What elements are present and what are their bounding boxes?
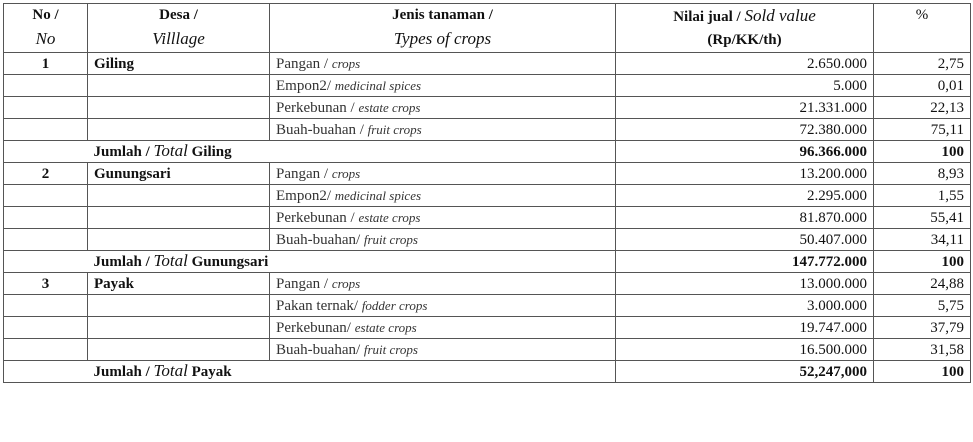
total-label (88, 361, 616, 383)
table-body (4, 53, 971, 383)
village-name-cell: Payak (88, 273, 270, 295)
sold-value-cell: 81.870.000 (616, 207, 874, 229)
header-no: No / No (4, 4, 88, 53)
sold-value-cell: 2.295.000 (616, 185, 874, 207)
village-name-cell: Gunungsari (88, 163, 270, 185)
total-spacer-cell (4, 141, 88, 163)
crop-type-id: Pangan / (276, 275, 329, 292)
village-name-cell (88, 119, 270, 141)
crop-type-cell (270, 295, 616, 317)
village-name-cell (88, 207, 270, 229)
crop-type-id: Buah-buahan/ (276, 341, 361, 358)
village-number-cell (4, 119, 88, 141)
crop-sales-table (3, 3, 971, 383)
sold-value-cell: 5.000 (616, 75, 874, 97)
village-number-cell: 3 (4, 273, 88, 295)
total-label (88, 141, 616, 163)
crop-type-en: fruit crops (367, 121, 422, 137)
crop-type-cell (270, 207, 616, 229)
sold-value-cell: 13.200.000 (616, 163, 874, 185)
crop-type-cell (270, 317, 616, 339)
crop-type-id: Perkebunan/ (276, 319, 351, 336)
percent-cell: 8,93 (874, 163, 971, 185)
village-number-cell (4, 75, 88, 97)
percent-cell: 5,75 (874, 295, 971, 317)
total-spacer-cell (4, 361, 88, 383)
total-value-cell: 96.366.000 (616, 141, 874, 163)
sold-value-cell: 3.000.000 (616, 295, 874, 317)
village-name-cell (88, 97, 270, 119)
crop-type-cell (270, 229, 616, 251)
total-percent-cell: 100 (874, 141, 971, 163)
sold-value-cell: 2.650.000 (616, 53, 874, 75)
table-row (4, 53, 971, 75)
percent-cell: 22,13 (874, 97, 971, 119)
crop-type-en: medicinal spices (334, 77, 422, 93)
crop-type-en: estate crops (358, 99, 421, 115)
crop-type-en: estate crops (354, 319, 417, 335)
percent-cell: 37,79 (874, 317, 971, 339)
total-village-name: Giling (191, 144, 232, 160)
sold-value-cell: 19.747.000 (616, 317, 874, 339)
total-village-name: Gunungsari (191, 254, 269, 270)
header-crop-type: Jenis tanaman / Types of crops (270, 4, 616, 53)
village-number-cell (4, 295, 88, 317)
total-word: Total (153, 361, 188, 380)
crop-type-cell (270, 163, 616, 185)
village-number-cell (4, 185, 88, 207)
total-percent-cell: 100 (874, 251, 971, 273)
village-number-cell (4, 207, 88, 229)
sold-value-cell: 72.380.000 (616, 119, 874, 141)
total-village-name: Payak (191, 364, 232, 380)
crop-type-id: Empon2/ (276, 77, 331, 94)
percent-cell: 34,11 (874, 229, 971, 251)
village-number-cell: 1 (4, 53, 88, 75)
village-name-cell (88, 317, 270, 339)
village-number-cell (4, 317, 88, 339)
crop-type-en: fruit crops (363, 231, 418, 247)
crop-type-id: Pangan / (276, 165, 329, 182)
village-number-cell (4, 229, 88, 251)
crop-type-cell (270, 119, 616, 141)
header-village: Desa / Villlage (88, 4, 270, 53)
sold-value-cell: 21.331.000 (616, 97, 874, 119)
total-value-cell: 147.772.000 (616, 251, 874, 273)
village-name-cell (88, 339, 270, 361)
sold-value-cell: 13.000.000 (616, 273, 874, 295)
percent-cell: 75,11 (874, 119, 971, 141)
percent-cell: 31,58 (874, 339, 971, 361)
table-header-row (4, 4, 971, 53)
village-number-cell (4, 339, 88, 361)
crop-type-en: crops (331, 55, 361, 71)
crop-type-cell (270, 273, 616, 295)
percent-cell: 55,41 (874, 207, 971, 229)
total-value-cell: 52,247,000 (616, 361, 874, 383)
header-percent: % (874, 4, 971, 53)
table-row (4, 185, 971, 207)
total-row (4, 361, 971, 383)
total-percent-cell: 100 (874, 361, 971, 383)
total-word: Total (153, 251, 188, 270)
total-label (88, 251, 616, 273)
total-row (4, 141, 971, 163)
table-row (4, 229, 971, 251)
crop-type-id: Pangan / (276, 55, 329, 72)
crop-type-id: Pakan ternak/ (276, 297, 359, 314)
total-row (4, 251, 971, 273)
crop-type-cell (270, 75, 616, 97)
table-row (4, 339, 971, 361)
percent-cell: 1,55 (874, 185, 971, 207)
crop-type-cell (270, 185, 616, 207)
village-name-cell (88, 295, 270, 317)
crop-type-en: crops (331, 165, 361, 181)
village-name-cell: Giling (88, 53, 270, 75)
table-row (4, 207, 971, 229)
village-number-cell: 2 (4, 163, 88, 185)
sold-value-cell: 50.407.000 (616, 229, 874, 251)
percent-cell: 2,75 (874, 53, 971, 75)
table-row (4, 273, 971, 295)
crop-type-en: fodder crops (361, 297, 428, 313)
crop-type-cell (270, 339, 616, 361)
sold-value-cell: 16.500.000 (616, 339, 874, 361)
crop-type-en: medicinal spices (334, 187, 422, 203)
percent-cell: 0,01 (874, 75, 971, 97)
total-prefix: Jumlah / (93, 144, 150, 160)
crop-type-cell (270, 97, 616, 119)
header-sold-value: Nilai jual / Sold value (Rp/KK/th) (616, 4, 874, 53)
village-number-cell (4, 97, 88, 119)
total-word: Total (153, 141, 188, 160)
crop-type-id: Buah-buahan/ (276, 231, 361, 248)
crop-type-cell (270, 53, 616, 75)
table-row (4, 75, 971, 97)
crop-type-en: crops (331, 275, 361, 291)
village-name-cell (88, 185, 270, 207)
table-row (4, 97, 971, 119)
table-row (4, 163, 971, 185)
total-prefix: Jumlah / (93, 364, 150, 380)
total-prefix: Jumlah / (93, 254, 150, 270)
crop-type-id: Buah-buahan / (276, 121, 364, 138)
table-row (4, 295, 971, 317)
total-spacer-cell (4, 251, 88, 273)
crop-type-en: estate crops (358, 209, 421, 225)
table-row (4, 317, 971, 339)
village-name-cell (88, 75, 270, 97)
percent-cell: 24,88 (874, 273, 971, 295)
crop-type-id: Empon2/ (276, 187, 331, 204)
crop-type-id: Perkebunan / (276, 209, 355, 226)
crop-type-en: fruit crops (363, 341, 418, 357)
crop-type-id: Perkebunan / (276, 99, 355, 116)
table-row (4, 119, 971, 141)
village-name-cell (88, 229, 270, 251)
